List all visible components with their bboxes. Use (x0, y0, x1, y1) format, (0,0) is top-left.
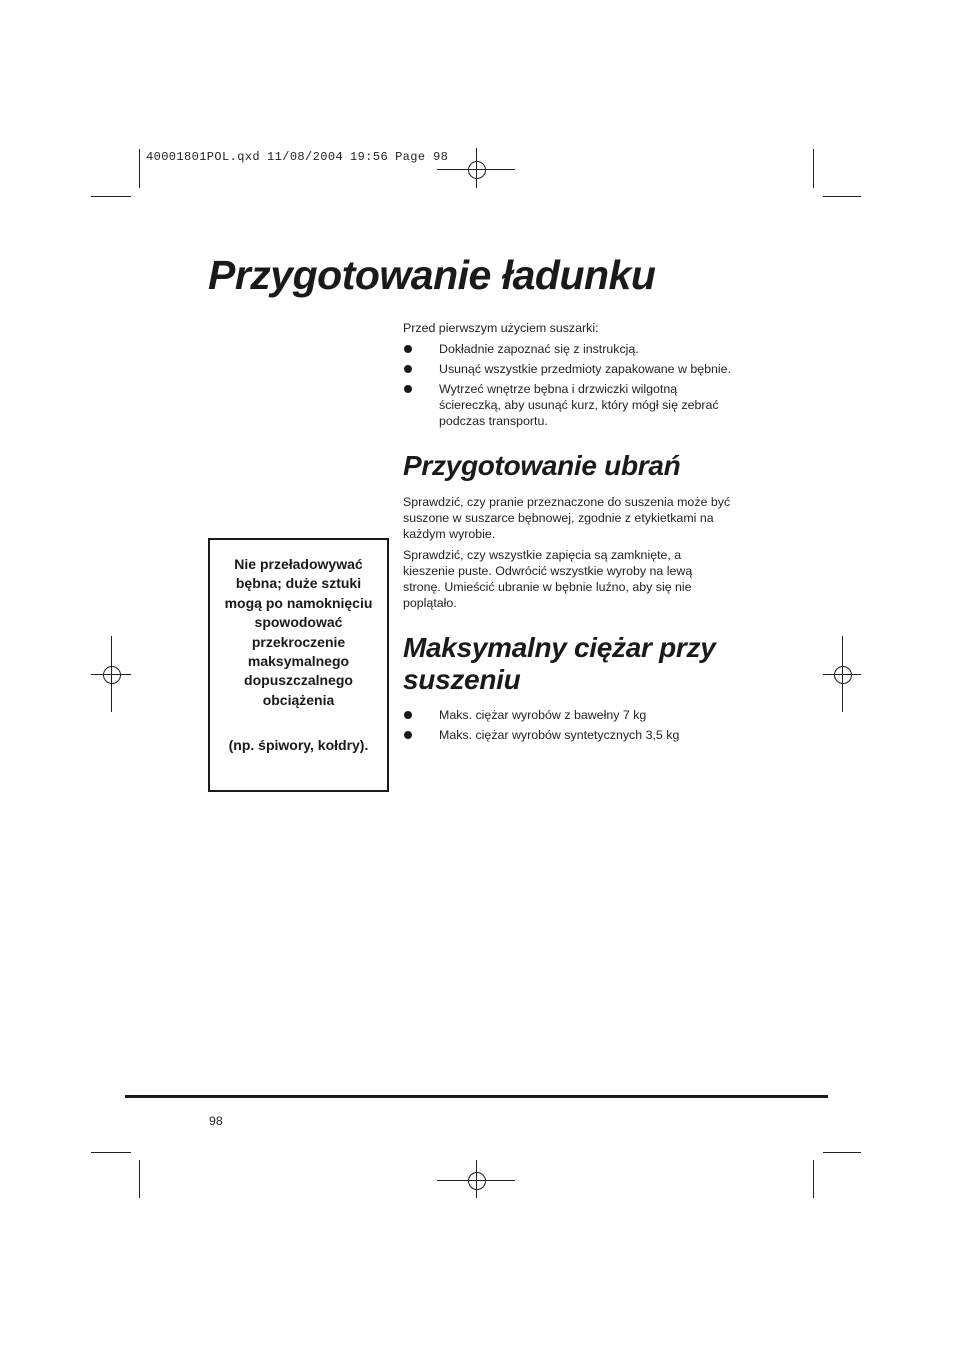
crop-mark (823, 1152, 861, 1153)
list-item-text: Usunąć wszystkie przedmioty zapakowane w bębnie. (439, 362, 732, 376)
page-title: Przygotowanie ładunku (208, 252, 656, 298)
warning-box (208, 538, 389, 792)
warning-text: Nie przeładowywać bębna; duże sztuki mogą po namoknięciu spowodować przekroczenie maksymalnego dopuszczalnego obciążenia (224, 556, 373, 708)
crop-mark (813, 149, 814, 188)
crop-mark (813, 1160, 814, 1198)
list-item-text: Dokładnie zapoznać się z instrukcją. (439, 342, 639, 356)
slug-date: 11/08/2004 (267, 150, 344, 164)
list-item (403, 707, 759, 723)
bullet-icon (404, 365, 412, 373)
warning-example: (np. śpiwory, kołdry). (228, 737, 369, 753)
bullet-icon (404, 711, 412, 719)
bullet-icon (404, 385, 412, 393)
list-item (403, 381, 739, 429)
heading-line: suszeniu (403, 664, 521, 695)
bullet-icon (404, 731, 412, 739)
list-item (403, 361, 759, 377)
crop-mark (139, 149, 140, 188)
list-item (403, 727, 759, 743)
bullet-icon (404, 345, 412, 353)
slug-filename: 40001801POL.qxd (146, 150, 261, 164)
footer-rule (125, 1095, 828, 1098)
print-slug (146, 150, 448, 164)
intro-bullet-list (403, 341, 759, 433)
clothes-paragraph-1: Sprawdzić, czy pranie przeznaczone do suszenia może być suszone w suszarce bębnowej, zgodnie z etykietkami na każdym wyrobie. (403, 495, 731, 541)
list-item-text: Maks. ciężar wyrobów syntetycznych 3,5 kg (439, 728, 680, 742)
clothes-paragraph-2: Sprawdzić, czy wszystkie zapięcia są zamknięte, a kieszenie puste. Odwrócić wszystkie wyroby na lewą stronę. Umieścić ubranie w bębnie luźno, aby się nie poplątało. (403, 548, 693, 610)
crop-mark (91, 196, 131, 197)
intro-lead: Przed pierwszym użyciem suszarki: (403, 321, 599, 335)
crop-mark (139, 1160, 140, 1198)
crop-mark (823, 196, 861, 197)
crop-mark (91, 1152, 131, 1153)
list-item-text: Wytrzeć wnętrze bębna i drzwiczki wilgotną ściereczką, aby usunąć kurz, który mógł się zebrać podczas transportu. (439, 382, 719, 428)
page-number: 98 (209, 1114, 223, 1128)
list-item-text: Maks. ciężar wyrobów z bawełny 7 kg (439, 708, 647, 722)
heading-line: Maksymalny ciężar przy (403, 632, 716, 663)
slug-page-label: Page 98 (395, 150, 449, 164)
section-heading-weight (403, 632, 715, 696)
slug-time: 19:56 (350, 150, 389, 164)
section-heading-clothes: Przygotowanie ubrań (403, 450, 681, 481)
weight-bullet-list (403, 707, 759, 747)
list-item (403, 341, 759, 357)
